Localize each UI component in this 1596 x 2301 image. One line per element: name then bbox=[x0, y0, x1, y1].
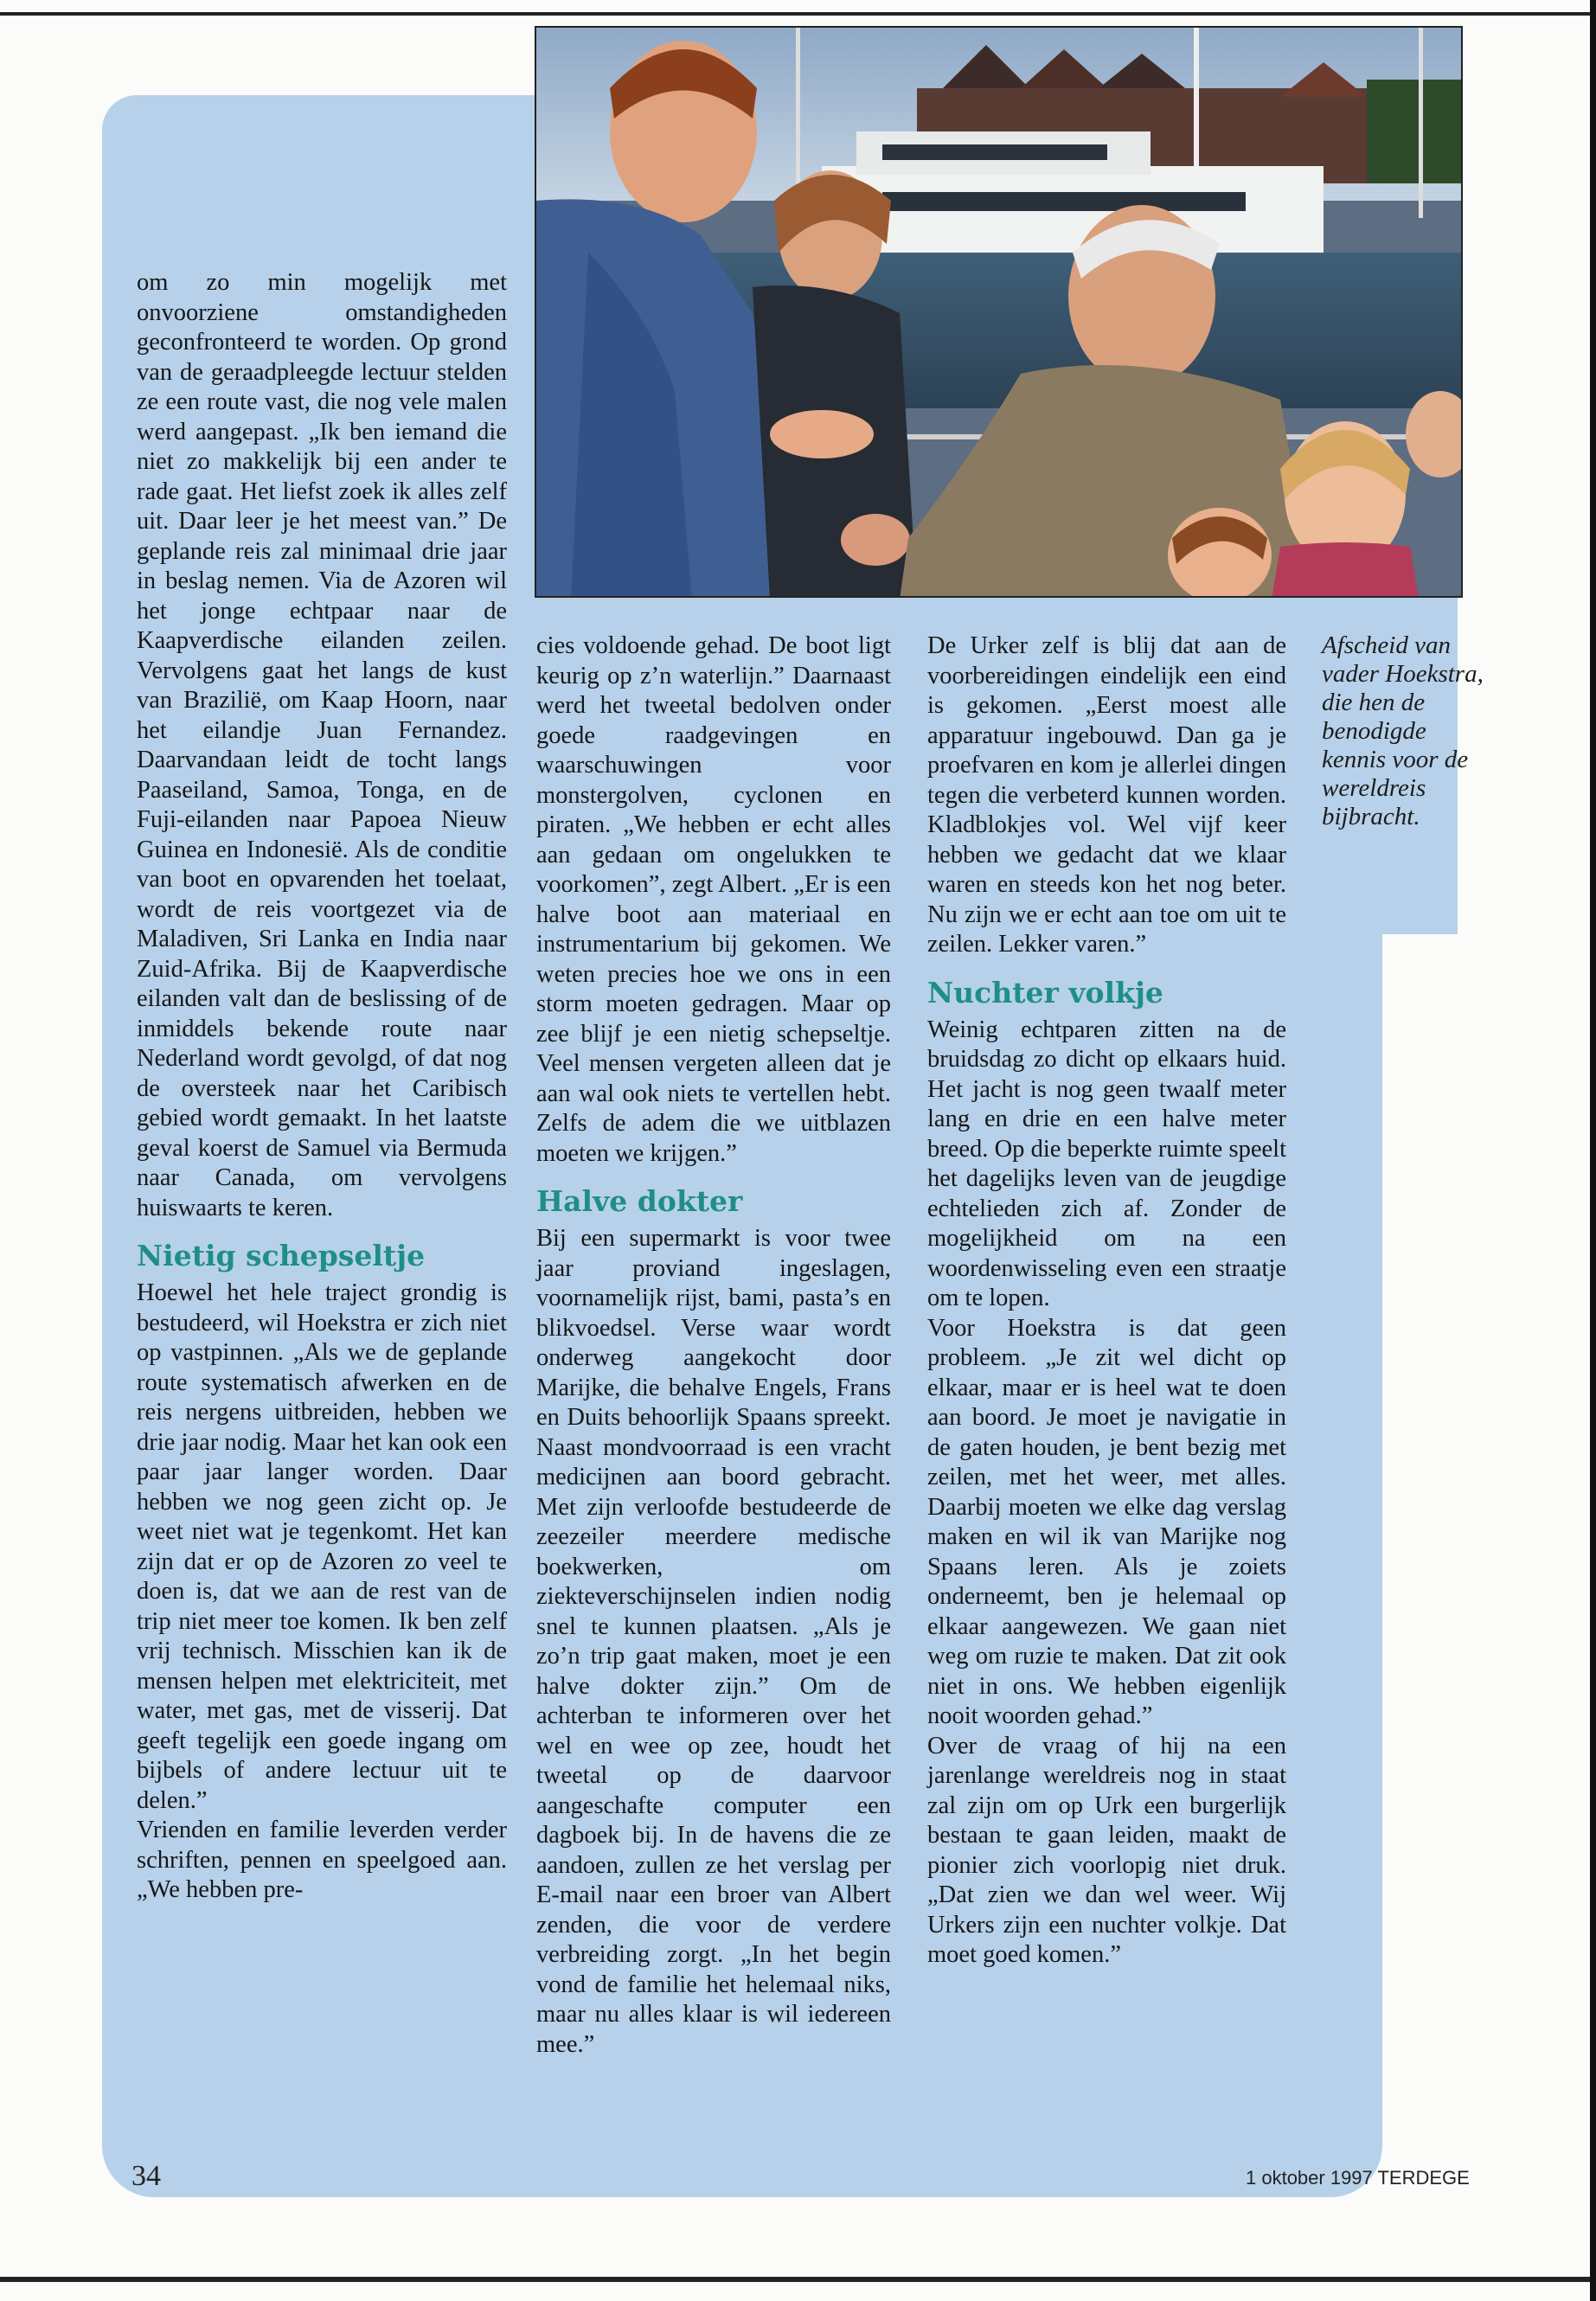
col1-paragraph: Vrienden en familie leverden verder schriften, pennen en speelgoed aan. „We hebben pre- bbox=[137, 1817, 507, 1903]
col3-paragraph: Voor Hoekstra is dat geen probleem. „Je zit wel dicht op elkaar, maar er is heel wat te doen aan boord. Je moet je navigatie in de gaten houden, je bent bezig met zeilen, met het weer, met alles. Daarbij moeten we elke dag verslag maken en wil ik van Marijke nog Spaans leren. Als je zoiets onderneemt, ben je helemaal op elkaar aangewezen. We gaan niet weg om ruzie te maken. Dat zit ook niet in ons. We hebben eigenlijk nooit woorden gehad.” bbox=[927, 1314, 1286, 1729]
subheading-nietig-schepseltje: Nietig schepseltje bbox=[137, 1239, 426, 1272]
harbor-photo bbox=[535, 26, 1463, 598]
page-edge bbox=[1590, 0, 1596, 2301]
col3-paragraph: Weinig echtparen zitten na de bruidsdag zo dicht op elkaars huid. Het jacht is nog geen twaalf meter lang en drie en een halve meter breed. Op die beperkte ruimte speelt het dagelijks leven van de jeugdige echtelieden zich af. Zonder de mogelijkheid om na een woordenwisseling even een straatje om te lopen. bbox=[927, 1016, 1286, 1311]
subheading-nuchter-volkje: Nuchter volkje bbox=[927, 975, 1163, 1009]
col3-paragraph: Over de vraag of hij na een jarenlange wereldreis nog in staat zal zijn om op Urk een burgerlijk bestaan te gaan leiden, maakt de pionier zich voorlopig niet druk. „Dat zien we dan wel weer. Wij Urkers zijn een nuchter volkje. Dat moet goed komen.” bbox=[927, 1732, 1286, 1968]
page-number: 34 bbox=[131, 2160, 161, 2192]
col2-paragraph: cies voldoende gehad. De boot ligt keurig op z’n waterlijn.” Daarnaast werd het tweetal bedolven onder goede raadgevingen en waarschuwingen voor monstergolven, cyclonen en piraten. „We hebben er echt alles aan gedaan om ongelukken te voorkomen”, zegt Albert. „Er is een halve boot aan materiaal en instrumentarium bij gekomen. We weten precies hoe we ons in een storm moeten gedragen. Maar op zee blijf je een nietig schepseltje. Veel mensen vergeten alleen dat je aan wal ook niets te vertellen hebt. Zelfs de adem die we uitblazen moeten we krijgen.” bbox=[536, 632, 891, 1167]
col1-paragraph: Hoewel het hele traject grondig is bestudeerd, wil Hoekstra er zich niet op vastpinnen. „Als we de geplande route systematisch afwerken en de reis nergens uitbreiden, hebben we drie jaar nodig. Maar het kan ook een paar jaar langer worden. Daar hebben we nog geen zicht op. Je weet niet wat je tegenkomt. Het kan zijn dat er op de Azoren zo veel te doen is, dat we aan de rest van de trip niet meer toe komen. Ik ben zelf vrij technisch. Misschien kan ik de mensen helpen met elektriciteit, met water, met gas, met de visserij. Dat geeft tegelijk een goede ingang om bijbels of andere lectuur uit te delen.” bbox=[137, 1279, 507, 1814]
footer-issue-date: 1 oktober 1997 TERDEGE bbox=[1246, 2167, 1470, 2189]
top-rule bbox=[0, 12, 1596, 16]
article-column-1 bbox=[137, 268, 507, 1906]
article-column-2 bbox=[536, 631, 891, 2060]
bottom-rule bbox=[0, 2277, 1596, 2282]
subheading-halve-dokter: Halve dokter bbox=[536, 1184, 743, 1218]
col3-paragraph: De Urker zelf is blij dat aan de voorbereidingen eindelijk een eind is gekomen. „Eerst moest alle apparatuur ingebouwd. Dan ga je proefvaren en kom je allerlei dingen tegen die verbeterd kunnen worden. Kladblokjes vol. Wel vijf keer hebben we gedacht dat we klaar waren en steeds kon het nog beter. Nu zijn we er echt aan toe om uit te zeilen. Lekker varen.” bbox=[927, 632, 1286, 958]
col2-paragraph: Bij een supermarkt is voor twee jaar proviand ingeslagen, voornamelijk rijst, bami, pasta’s en blikvoedsel. Verse waar wordt onderweg aangekocht door Marijke, die behalve Engels, Frans en Duits behoorlijk Spaans spreekt. Naast mondvoorraad is een vracht medicijnen aan boord gebracht. Met zijn verloofde bestudeerde de zeezeiler meerdere medische boekwerken, om ziekteverschijnselen indien nodig snel te kunnen plaatsen. „Als je zo’n trip gaat maken, moet je een halve dokter zijn.” Om de achterban te informeren over het wel en wee op zee, houdt het tweetal op de daarvoor aangeschafte computer een dagboek bij. In de havens die ze aandoen, zullen ze het verslag per E-mail naar een broer van Albert zenden, die voor de verdere verbreiding zorgt. „In het begin vond de familie het helemaal niks, maar nu alles klaar is wil iedereen mee.” bbox=[536, 1225, 891, 2058]
col1-paragraph: om zo min mogelijk met onvoorziene omstandigheden geconfronteerd te worden. Op grond van de geraadpleegde lectuur stelden ze een route vast, die nog vele malen werd aangepast. „Ik ben iemand die niet zo makkelijk bij een ander te rade gaat. Het liefst zoek ik alles zelf uit. Daar leer je het meest van.” De geplande reis zal minimaal drie jaar in beslag nemen. Via de Azoren wil het jonge echtpaar naar de Kaapverdische eilanden zeilen. Vervolgens gaat het langs de kust van Brazilië, om Kaap Hoorn, naar het eilandje Juan Fernandez. Daarvandaan leidt de tocht langs Paaseiland, Samoa, Tonga, en de Fuji-eilanden naar Papoea Nieuw Guinea en Indonesië. Als de conditie van boot en opvarenden het toelaat, wordt de reis voortgezet via de Maladiven, Sri Lanka en India naar Zuid-Afrika. Bij de Kaapverdische eilanden valt dan de beslissing of de inmiddels bekende route naar Nederland wordt gevolgd, of dat nog de oversteek naar het Caribisch gebied wordt gemaakt. In het laatste geval koerst de Samuel via Bermuda naar Canada, om vervolgens huiswaarts te keren. bbox=[137, 269, 507, 1221]
article-column-3 bbox=[927, 631, 1286, 1971]
photo-harbor-handshake-icon bbox=[536, 28, 1463, 598]
photo-caption: Afscheid van vader Hoekstra, die hen de benodigde kennis voor de wereldreis bijbracht. bbox=[1322, 631, 1484, 830]
